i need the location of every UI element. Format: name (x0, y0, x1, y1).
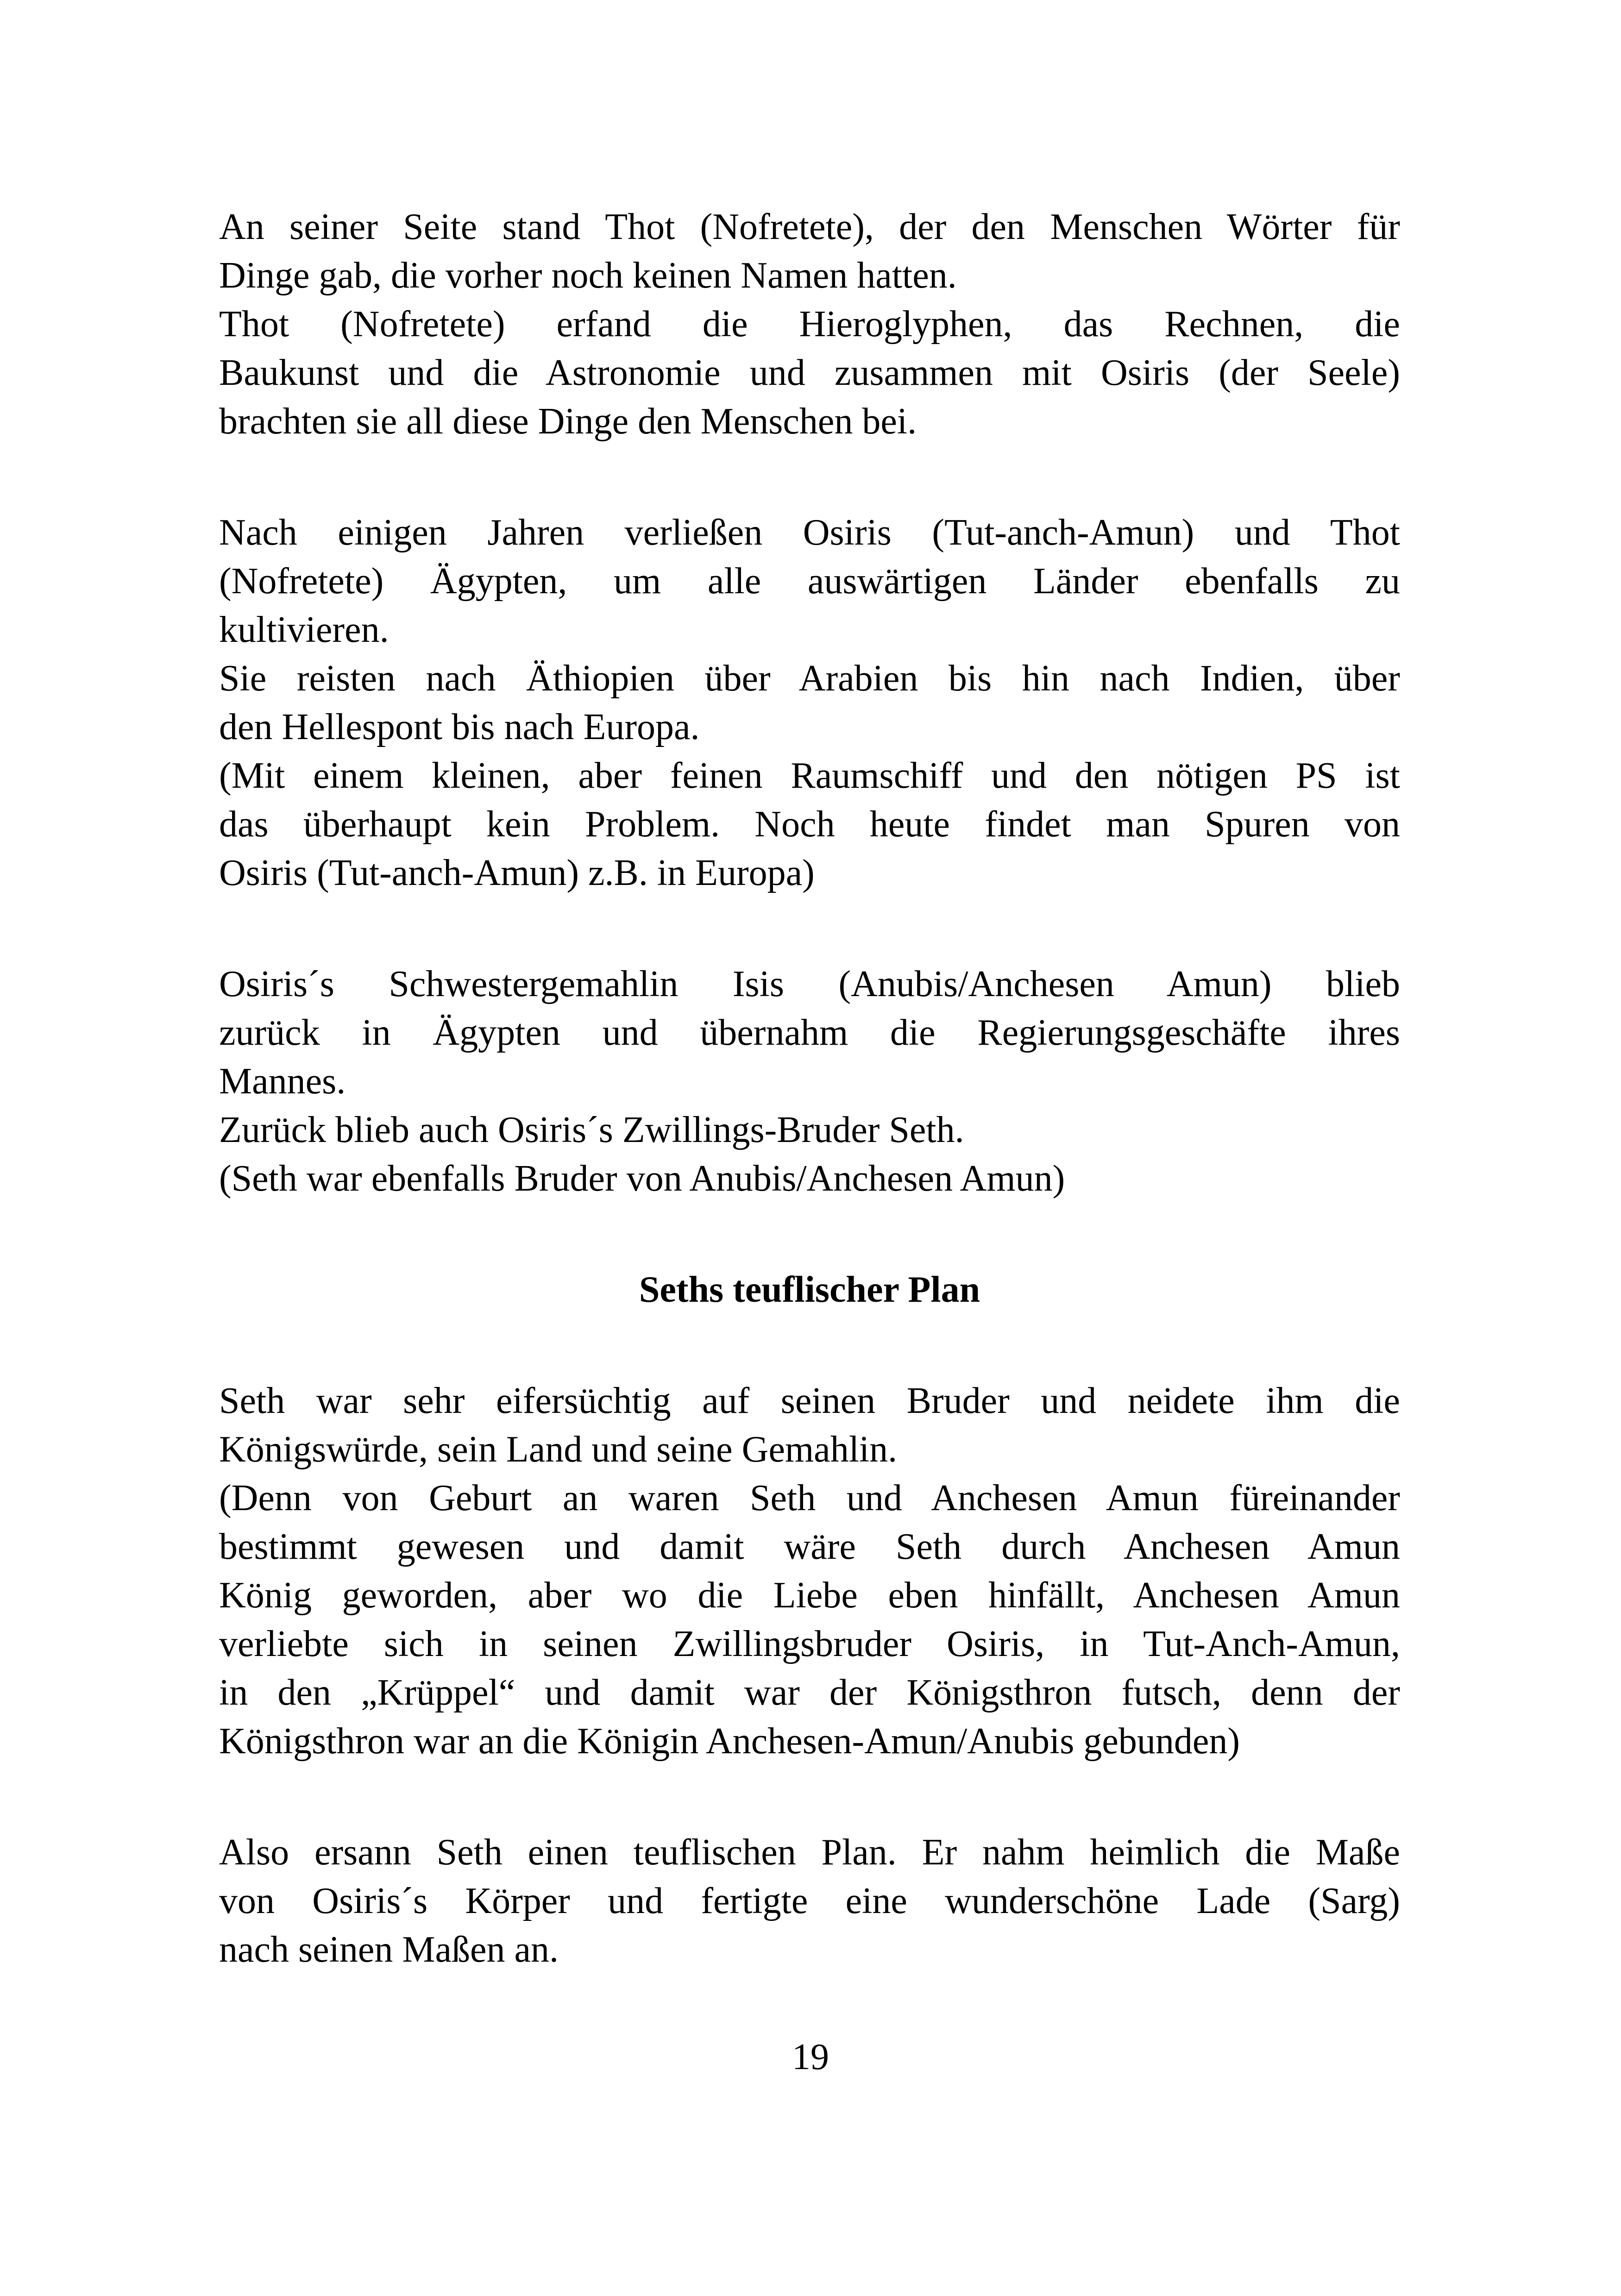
paragraph (219, 1828, 1400, 1974)
text-line: das überhaupt kein Problem. Noch heute findet man Spuren von (219, 804, 1400, 845)
text-line: An seiner Seite stand Thot (Nofretete), der den Menschen Wörter für (219, 207, 1400, 247)
text-line: (Nofretete) Ägypten, um alle auswärtigen Länder ebenfalls zu (219, 561, 1400, 602)
text-block (219, 1828, 1400, 1974)
paragraph (219, 1154, 1400, 1203)
text-line: Mannes. (219, 1061, 346, 1102)
text-line: (Seth war ebenfalls Bruder von Anubis/Anchesen Amun) (219, 1158, 1065, 1199)
text-line: Königswürde, sein Land und seine Gemahlin. (219, 1429, 898, 1470)
paragraph (219, 752, 1400, 897)
paragraph (219, 1377, 1400, 1474)
text-line: zurück in Ägypten und übernahm die Regierungsgeschäfte ihres (219, 1012, 1400, 1053)
page-body (219, 203, 1400, 2037)
text-block (219, 1377, 1400, 1766)
paragraph (219, 300, 1400, 446)
text-line: Thot (Nofretete) erfand die Hieroglyphen, das Rechnen, die (219, 304, 1400, 345)
text-line: Königsthron war an die Königin Anchesen-Amun/Anubis gebunden) (219, 1721, 1240, 1762)
text-line: bestimmt gewesen und damit wäre Seth durch Anchesen Amun (219, 1526, 1400, 1567)
text-line: Zurück blieb auch Osiris´s Zwillings-Bruder Seth. (219, 1110, 964, 1150)
paragraph (219, 203, 1400, 300)
page-number: 19 (792, 2037, 829, 2077)
section-heading: Seths teuflischer Plan (639, 1269, 980, 1310)
text-line: (Denn von Geburt an waren Seth und Anchesen Amun füreinander (219, 1478, 1400, 1518)
text-line: kultivieren. (219, 609, 389, 650)
text-line: nach seinen Maßen an. (219, 1929, 559, 1970)
text-line: Nach einigen Jahren verließen Osiris (Tut-anch-Amun) und Thot (219, 512, 1400, 553)
paragraph (219, 1474, 1400, 1766)
text-line: Seth war sehr eifersüchtig auf seinen Bruder und neidete ihm die (219, 1380, 1400, 1421)
text-block (219, 960, 1400, 1203)
text-block (219, 508, 1400, 897)
text-line: in den „Krüppel“ und damit war der Königsthron futsch, denn der (219, 1672, 1400, 1713)
paragraph (219, 1106, 1400, 1154)
text-line: den Hellespont bis nach Europa. (219, 707, 700, 747)
text-line: Baukunst und die Astronomie und zusammen mit Osiris (der Seele) (219, 352, 1400, 393)
paragraph (219, 508, 1400, 654)
text-line: Sie reisten nach Äthiopien über Arabien bis hin nach Indien, über (219, 658, 1400, 699)
text-line: von Osiris´s Körper und fertigte eine wunderschöne Lade (Sarg) (219, 1881, 1400, 1921)
text-line: brachten sie all diese Dinge den Menschen bei. (219, 401, 917, 442)
text-line: verliebte sich in seinen Zwillingsbruder Osiris, in Tut-Anch-Amun, (219, 1624, 1400, 1664)
text-line: Osiris´s Schwestergemahlin Isis (Anubis/Anchesen Amun) blieb (219, 964, 1400, 1004)
text-line: Also ersann Seth einen teuflischen Plan. Er nahm heimlich die Maße (219, 1832, 1400, 1873)
text-block (219, 203, 1400, 446)
text-line: König geworden, aber wo die Liebe eben hinfällt, Anchesen Amun (219, 1575, 1400, 1616)
text-line: (Mit einem kleinen, aber feinen Raumschiff und den nötigen PS ist (219, 755, 1400, 796)
paragraph (219, 654, 1400, 752)
text-line: Osiris (Tut-anch-Amun) z.B. in Europa) (219, 853, 815, 893)
paragraph (219, 960, 1400, 1106)
text-line: Dinge gab, die vorher noch keinen Namen hatten. (219, 255, 957, 296)
